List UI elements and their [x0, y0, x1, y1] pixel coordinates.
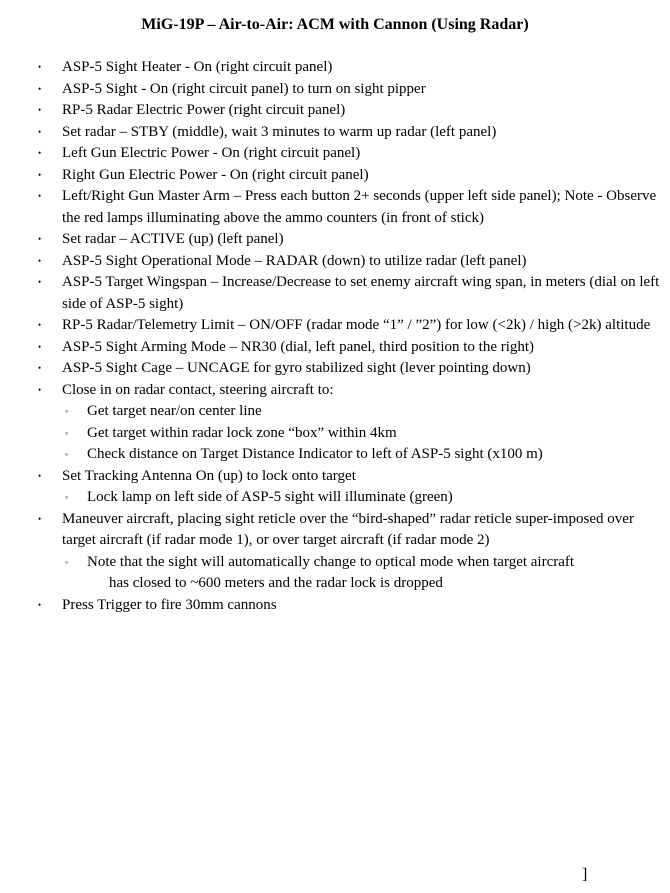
- item-text: RP-5 Radar Electric Power (right circuit panel): [62, 102, 346, 118]
- list-item: [0, 143, 670, 165]
- item-text: ASP-5 Sight Heater - On (right circuit panel): [62, 59, 333, 75]
- item-text: Set Tracking Antenna On (up) to lock onto target: [62, 467, 356, 484]
- list-item: [0, 57, 670, 79]
- bullet-icon: •: [38, 105, 42, 115]
- bullet-icon: •: [38, 169, 42, 180]
- item-text: Close in on radar contact, steering aircraft to:: [62, 381, 334, 398]
- list-item: [0, 79, 670, 101]
- list-item: [0, 186, 670, 229]
- sublist: [62, 401, 660, 466]
- note-text-line-2: has closed to ~600 meters and the radar lock is dropped: [109, 575, 443, 591]
- bullet-icon: •: [38, 363, 42, 373]
- bullet-icon: •: [38, 470, 42, 481]
- sub-bullet-icon: ◦: [65, 492, 69, 502]
- bullet-icon: •: [38, 320, 42, 330]
- bullet-icon: •: [38, 83, 42, 94]
- list-item: [0, 380, 670, 466]
- bullet-icon: •: [38, 599, 42, 610]
- bullet-icon: •: [38, 277, 42, 287]
- page-title: MiG-19P – Air-to-Air: ACM with Cannon (Using Radar): [141, 16, 529, 33]
- sublist: [62, 552, 660, 595]
- item-text: Left/Right Gun Master Arm – Press each button 2+ seconds (upper left side panel); Note - Observe the red lamps illuminating above the ammo counters (in front of stick): [62, 188, 657, 226]
- sub-list-item: [62, 423, 660, 445]
- list-item: [0, 466, 670, 509]
- sublist: [62, 487, 660, 509]
- bullet-icon: •: [38, 255, 42, 266]
- item-text: RP-5 Radar/Telemetry Limit – ON/OFF (radar mode “1” / ”2”) for low (<2k) / high (>2k) altitude: [62, 317, 651, 333]
- bullet-icon: •: [38, 234, 42, 244]
- item-text: Set radar – STBY (middle), wait 3 minutes to warm up radar (left panel): [62, 123, 497, 140]
- list-item: [0, 165, 670, 187]
- item-text: ASP-5 Sight Operational Mode – RADAR (down) to utilize radar (left panel): [62, 252, 527, 269]
- sub-bullet-icon: ◦: [65, 449, 69, 459]
- item-text: ASP-5 Sight Cage – UNCAGE for gyro stabilized sight (lever pointing down): [62, 360, 531, 376]
- item-text: Left Gun Electric Power - On (right circuit panel): [62, 145, 361, 161]
- item-text: Set radar – ACTIVE (up) (left panel): [62, 231, 284, 247]
- item-text: Maneuver aircraft, placing sight reticle over the “bird-shaped” radar reticle super-imposed over target aircraft (if radar mode 1), or over target aircraft (if radar mode 2): [62, 510, 634, 548]
- sub-list-item-note: [62, 552, 660, 595]
- list-item: [0, 595, 670, 617]
- checklist: [0, 57, 670, 616]
- item-text: ASP-5 Sight Arming Mode – NR30 (dial, left panel, third position to the right): [62, 338, 535, 355]
- sub-item-text: Get target within radar lock zone “box” within 4km: [87, 424, 397, 441]
- bullet-icon: •: [38, 384, 42, 395]
- list-item: [0, 229, 670, 251]
- sub-list-item: [62, 487, 660, 509]
- item-text: Press Trigger to fire 30mm cannons: [62, 596, 277, 613]
- bullet-icon: •: [38, 62, 42, 72]
- bullet-icon: •: [38, 513, 42, 524]
- sub-bullet-icon: ◦: [65, 556, 69, 567]
- page-mark: ]: [582, 866, 588, 883]
- list-item: [0, 337, 670, 359]
- list-item: [0, 358, 670, 380]
- sub-bullet-icon: ◦: [65, 427, 69, 438]
- list-item: [0, 251, 670, 273]
- sub-list-item: [62, 444, 660, 466]
- bullet-icon: •: [38, 191, 42, 201]
- bullet-icon: •: [38, 126, 42, 137]
- list-item: [0, 509, 670, 595]
- sub-item-text: Get target near/on center line: [87, 403, 262, 419]
- item-text: ASP-5 Target Wingspan – Increase/Decrease to set enemy aircraft wing span, in meters (dial on left side of ASP-5 sight): [62, 274, 660, 312]
- list-item: [0, 122, 670, 144]
- sub-bullet-icon: ◦: [65, 406, 69, 416]
- item-text: Right Gun Electric Power - On (right circuit panel): [62, 166, 369, 183]
- item-text: ASP-5 Sight - On (right circuit panel) to turn on sight pipper: [62, 80, 426, 97]
- sub-item-text: Lock lamp on left side of ASP-5 sight will illuminate (green): [87, 489, 453, 505]
- list-item: [0, 100, 670, 122]
- list-item: [0, 272, 670, 315]
- bullet-icon: •: [38, 148, 42, 158]
- note-text-line-1: Note that the sight will automatically change to optical mode when target aircraft: [87, 553, 575, 570]
- bullet-icon: •: [38, 341, 42, 352]
- sub-list-item: [62, 401, 660, 423]
- sub-item-text: Check distance on Target Distance Indicator to left of ASP-5 sight (x100 m): [87, 446, 543, 462]
- list-item: [0, 315, 670, 337]
